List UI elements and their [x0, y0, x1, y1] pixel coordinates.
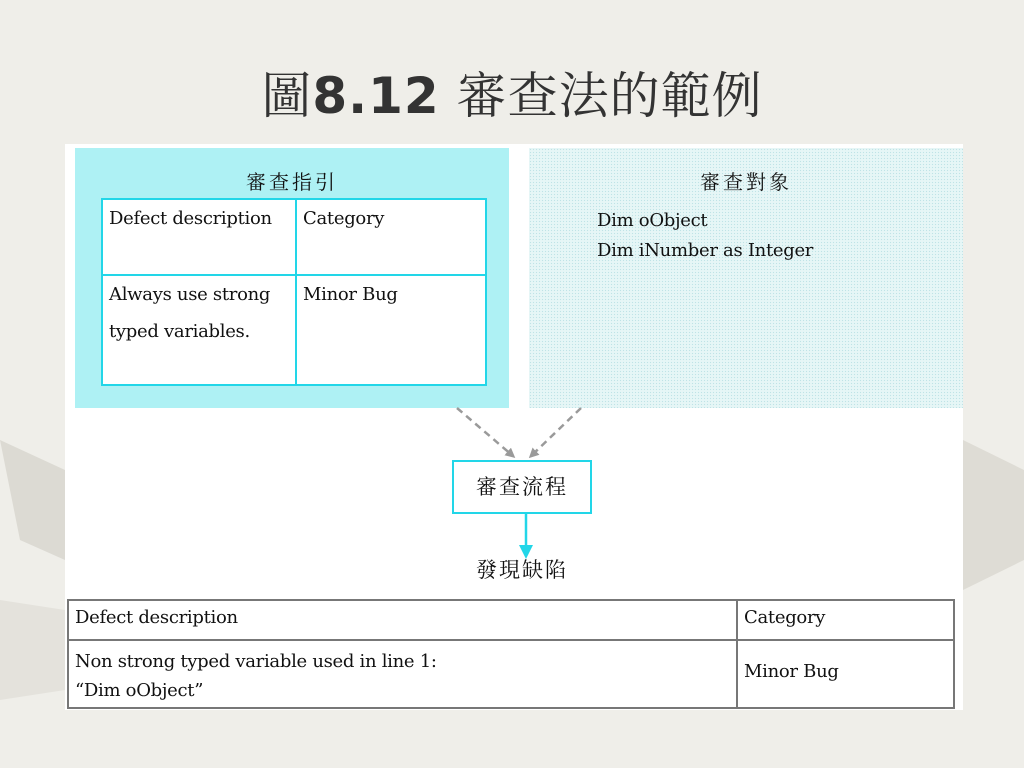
findings-description-line: “Dim oObject” — [75, 680, 204, 701]
findings-row-description — [69, 647, 437, 705]
findings-description-line: Non strong typed variable used in line 1: — [75, 651, 437, 672]
findings-header-description: Defect description — [75, 607, 238, 628]
findings-header-category: Category — [744, 607, 826, 628]
defects-found-label: 發現缺陷 — [476, 558, 568, 582]
guidelines-heading: 審查指引 — [246, 170, 338, 194]
title-prefix: 圖 — [261, 67, 313, 125]
title-text: 審查法的範例 — [456, 67, 763, 125]
title-number: 8.12 — [312, 67, 440, 125]
review-process-box: 審查流程 — [452, 460, 592, 514]
guidelines-row-category: Minor Bug — [303, 284, 398, 305]
diagram-canvas — [65, 144, 963, 710]
findings-table — [67, 599, 955, 709]
code-line: Dim iNumber as Integer — [597, 240, 814, 261]
table-divider-horizontal — [69, 639, 953, 641]
findings-row-category: Minor Bug — [744, 661, 839, 682]
flow-arrows — [65, 144, 963, 604]
page-title — [0, 56, 1024, 128]
dashed-arrow-left — [457, 408, 513, 456]
dashed-arrow-right — [531, 408, 581, 456]
guidelines-row-description: Always use strong typed variables. — [109, 284, 271, 342]
target-heading: 審查對象 — [700, 170, 792, 194]
code-line: Dim oObject — [597, 210, 708, 231]
guidelines-header-category: Category — [303, 208, 385, 229]
guidelines-header-description: Defect description — [109, 208, 272, 229]
